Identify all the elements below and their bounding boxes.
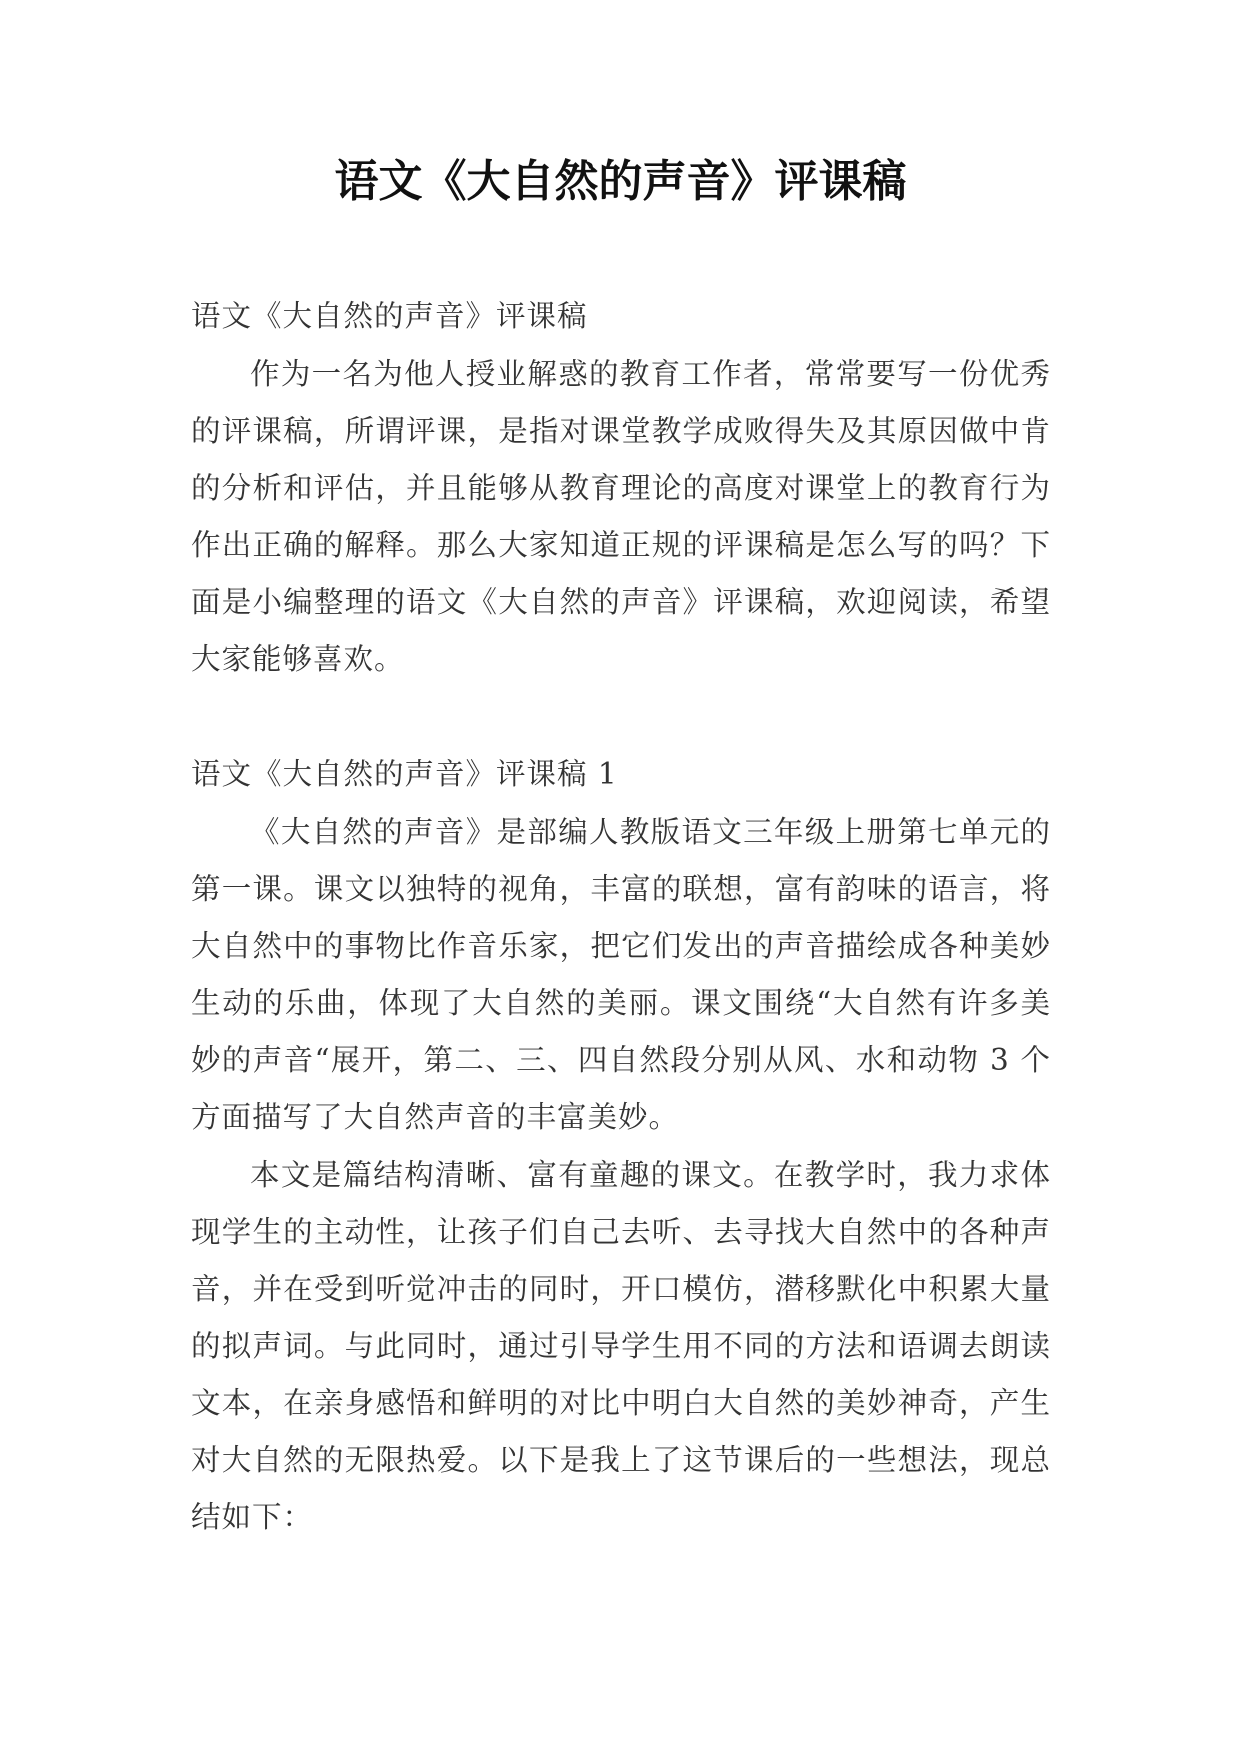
section-heading: 语文《大自然的声音》评课稿 1 (191, 757, 618, 791)
intro-paragraph: 作为一名为他人授业解惑的教育工作者，常常要写一份优秀的评课稿，所谓评课，是指对课堂教学成败得失及其原因做中肯的分析和评估，并且能够从教育理论的高度对课堂上的教育行为作出正确的解释。那么大家知道正规的评课稿是怎么写的吗？下面是小编整理的语文《大自然的声音》评课稿，欢迎阅读，希望大家能够喜欢。 (191, 357, 1051, 676)
document-title: 语文《大自然的声音》评课稿 (334, 156, 907, 207)
section-paragraph-1: 《大自然的声音》是部编人教版语文三年级上册第七单元的第一课。课文以独特的视角，丰富的联想，富有韵味的语言，将大自然中的事物比作音乐家，把它们发出的声音描绘成各种美妙生动的乐曲，体现了大自然的美丽。课文围绕“大自然有许多美妙的声音“展开，第二、三、四自然段分别从风、水和动物 3 个方面描写了大自然声音的丰富美妙。 (191, 815, 1051, 1134)
intro-heading: 语文《大自然的声音》评课稿 (191, 299, 588, 333)
section-paragraph-2: 本文是篇结构清晰、富有童趣的课文。在教学时，我力求体现学生的主动性，让孩子们自己去听、去寻找大自然中的各种声音，并在受到听觉冲击的同时，开口模仿，潜移默化中积累大量的拟声词。与此同时，通过引导学生用不同的方法和语调去朗读文本，在亲身感悟和鲜明的对比中明白大自然的美妙神奇，产生对大自然的无限热爱。以下是我上了这节课后的一些想法，现总结如下： (191, 1158, 1051, 1534)
